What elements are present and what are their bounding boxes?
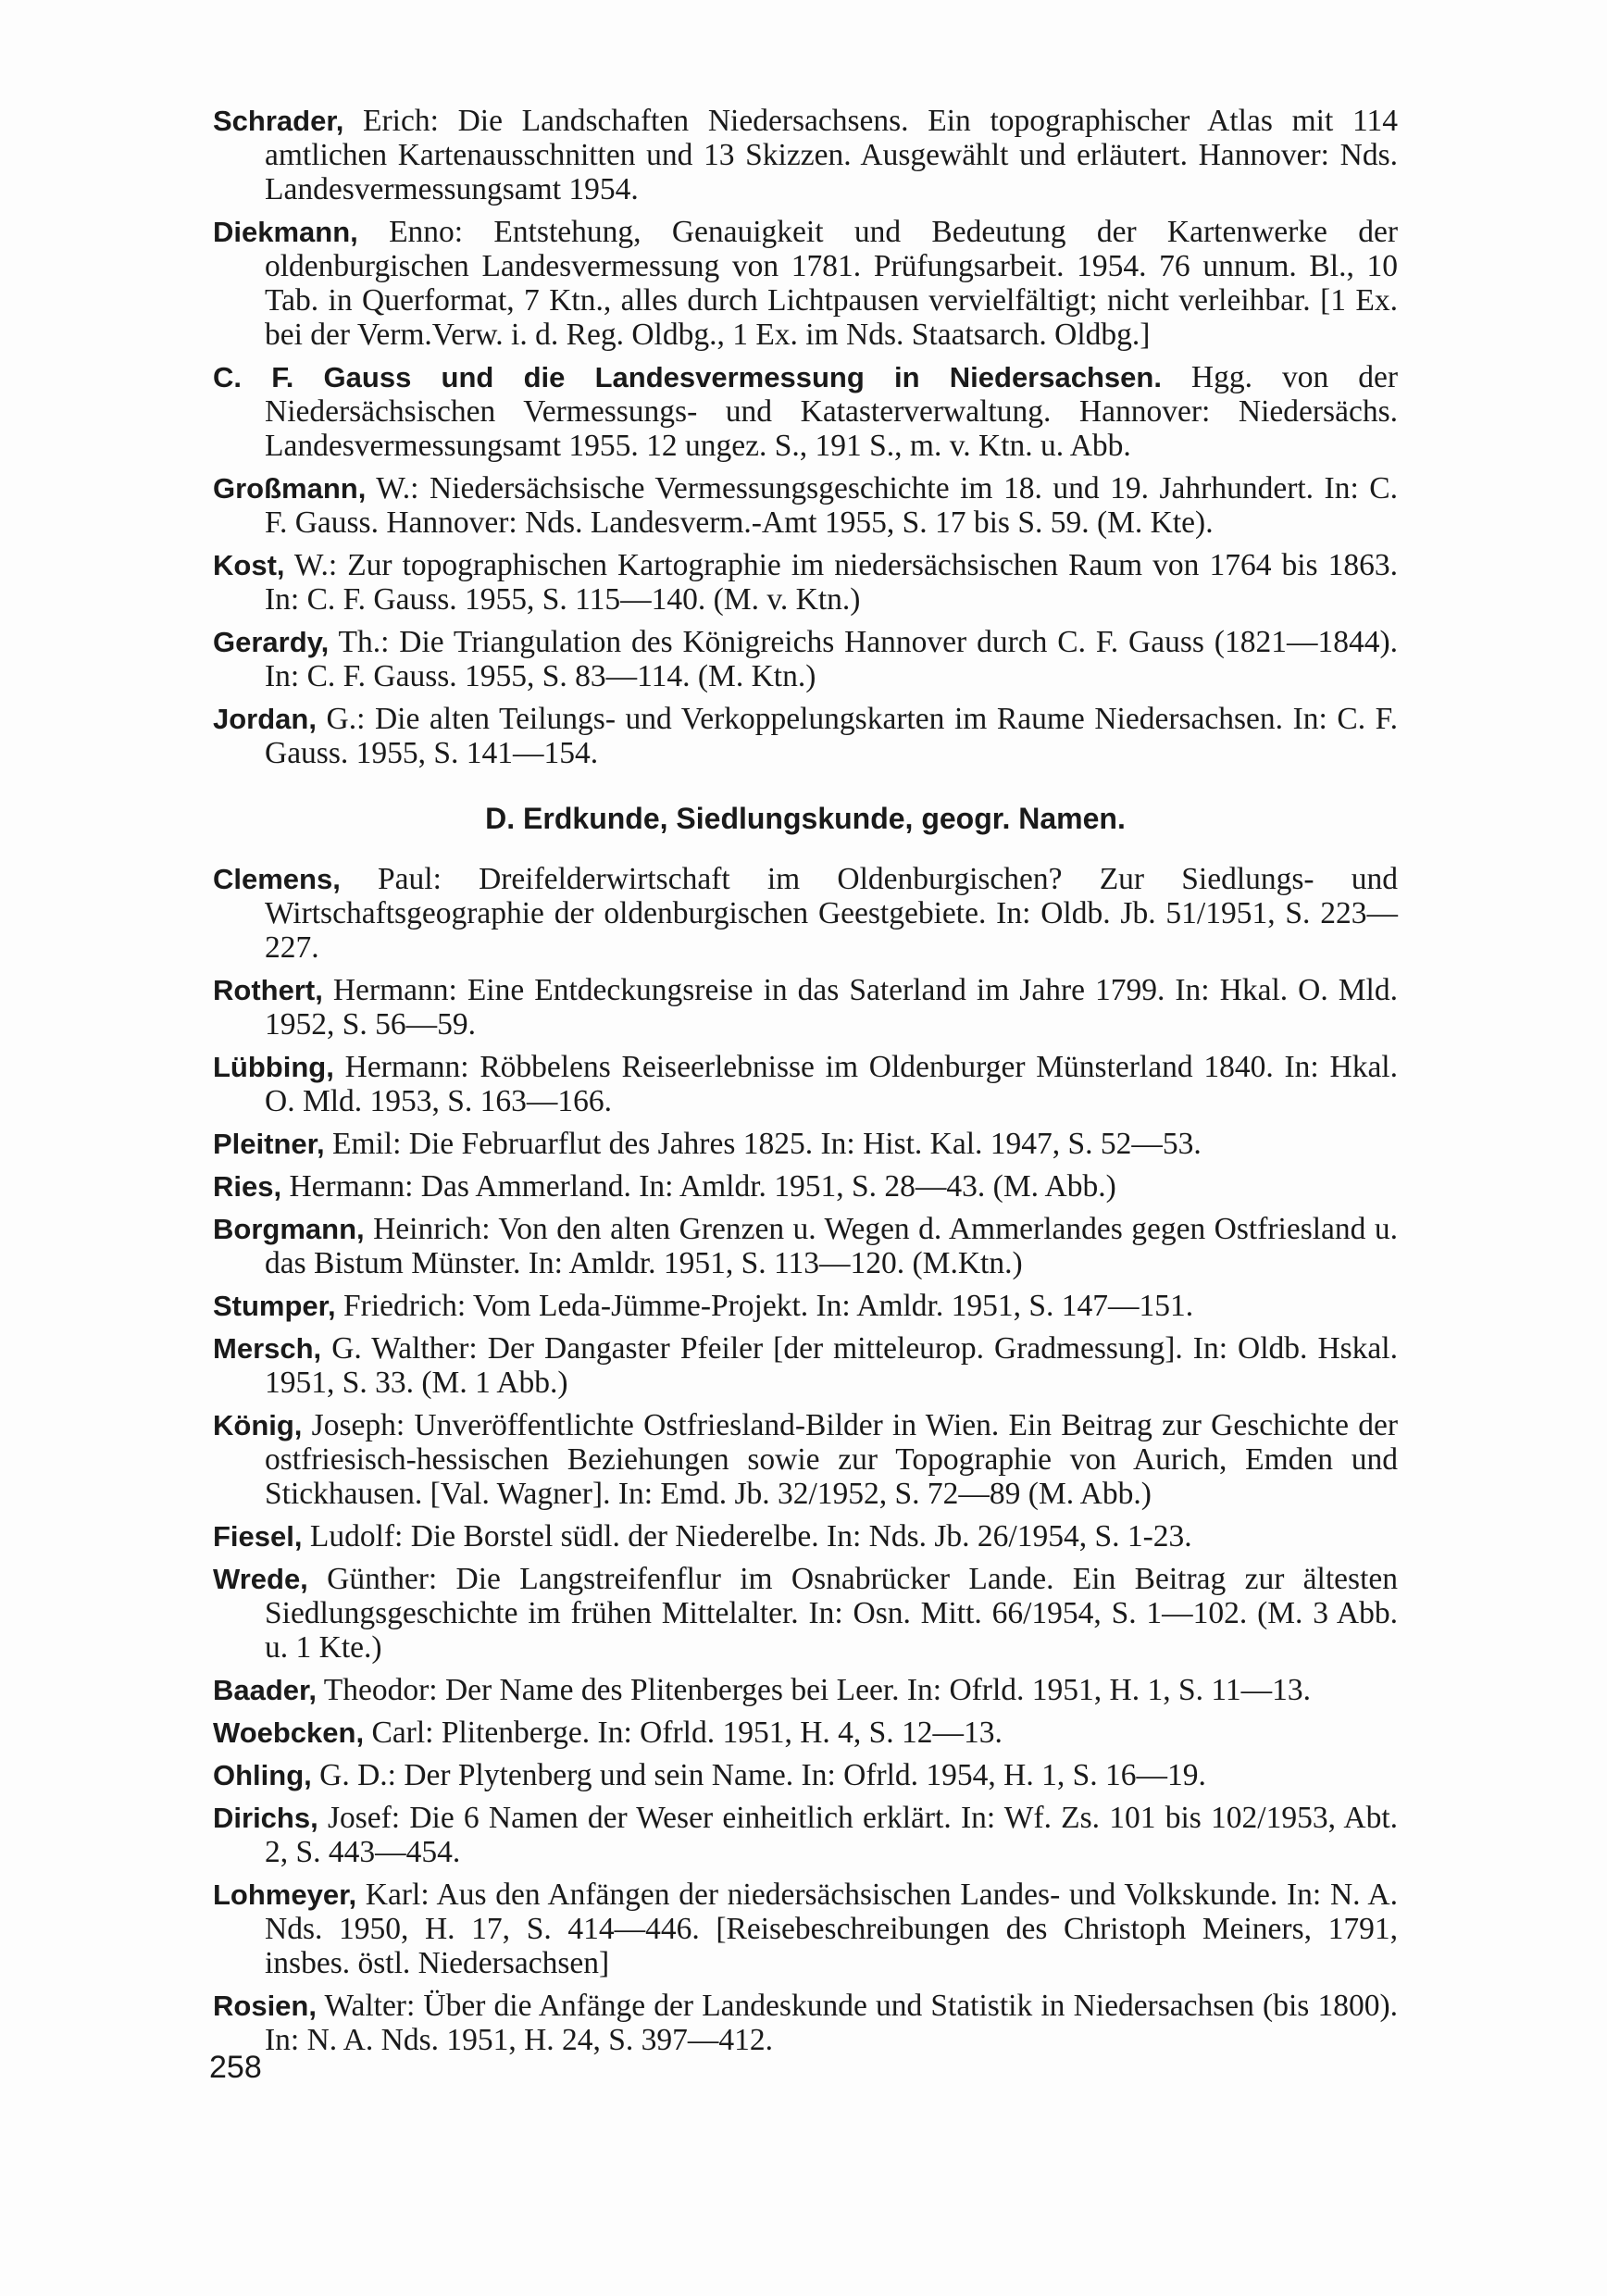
entry-text: Hermann: Eine Entdeckungsreise in das Saterland im Jahre 1799. In: Hkal. O. Mld. 1952, S. 56—59. bbox=[265, 973, 1398, 1042]
bibliography-entry bbox=[213, 1716, 1398, 1750]
entry-text: W.: Zur topographischen Kartographie im niedersächsischen Raum von 1764 bis 1863. In: C. F. Gauss. 1955, S. 115—140. (M. v. Ktn.) bbox=[265, 548, 1398, 617]
bibliography-entry bbox=[213, 625, 1398, 693]
bibliography-content bbox=[213, 104, 1398, 2065]
entry-text: Josef: Die 6 Namen der Weser einheitlich erklärt. In: Wf. Zs. 101 bis 102/1953, Abt. 2, S. 443—454. bbox=[265, 1801, 1398, 1869]
bibliography-entry bbox=[213, 1408, 1398, 1511]
bibliography-entry bbox=[213, 215, 1398, 352]
entry-text: Hermann: Röbbelens Reiseerlebnisse im Oldenburger Münsterland 1840. In: Hkal. O. Mld. 1953, S. 163—166. bbox=[265, 1050, 1398, 1118]
bibliography-entry bbox=[213, 1050, 1398, 1118]
bibliography-entry bbox=[213, 1758, 1398, 1792]
entry-text: Walter: Über die Anfänge der Landeskunde und Statistik in Niedersachsen (bis 1800). In: N. A. Nds. 1951, H. 24, S. 397—412. bbox=[265, 1989, 1398, 2057]
entry-text: Karl: Aus den Anfängen der niedersächsischen Landes- und Volkskunde. In: N. A. Nds. 1950, H. 17, S. 414—446. [Reisebeschreibungen des Christoph Meiners, 1791, insbes. östl. Niedersachsen] bbox=[265, 1878, 1398, 1980]
entry-author: Jordan, bbox=[213, 703, 317, 735]
entry-text: Theodor: Der Name des Plitenberges bei Leer. In: Ofrld. 1951, H. 1, S. 11—13. bbox=[317, 1673, 1311, 1707]
entry-text: Emil: Die Februarflut des Jahres 1825. In: Hist. Kal. 1947, S. 52—53. bbox=[324, 1127, 1202, 1161]
entry-author: Borgmann, bbox=[213, 1213, 365, 1245]
bibliography-entry bbox=[213, 1169, 1398, 1204]
page-number: 258 bbox=[209, 2050, 262, 2085]
entry-text: G. D.: Der Plytenberg und sein Name. In: Ofrld. 1954, H. 1, S. 16—19. bbox=[311, 1758, 1206, 1792]
entry-text: W.: Niedersächsische Vermessungsgeschichte im 18. und 19. Jahrhundert. In: C. F. Gauss. Hannover: Nds. Landesverm.-Amt 1955, S. 17 bis S. 59. (M. Kte). bbox=[265, 471, 1398, 540]
bibliography-entry bbox=[213, 1212, 1398, 1280]
bibliography-entry bbox=[213, 1519, 1398, 1554]
entry-list-after bbox=[213, 862, 1398, 2057]
entry-text: Hgg. von der Niedersächsischen Vermessungs- und Katasterverwaltung. Hannover: Niedersächs. Landesvermessungsamt 1955. 12 ungez. S., 191 S., m. v. Ktn. u. Abb. bbox=[265, 360, 1398, 463]
entry-text: Ludolf: Die Borstel südl. der Niederelbe. In: Nds. Jb. 26/1954, S. 1-23. bbox=[302, 1519, 1192, 1554]
entry-author: Lohmeyer, bbox=[213, 1878, 357, 1911]
entry-author: Baader, bbox=[213, 1674, 318, 1706]
bibliography-entry bbox=[213, 702, 1398, 770]
entry-author: C. F. Gauss und die Landesvermessung in Niedersachsen. bbox=[213, 361, 1162, 393]
bibliography-entry bbox=[213, 1673, 1398, 1707]
entry-text: Th.: Die Triangulation des Königreichs Hannover durch C. F. Gauss (1821—1844). In: C. F. Gauss. 1955, S. 83—114. (M. Ktn.) bbox=[265, 625, 1398, 693]
entry-author: Mersch, bbox=[213, 1332, 322, 1365]
entry-author: Lübbing, bbox=[213, 1051, 334, 1083]
bibliography-entry bbox=[213, 973, 1398, 1042]
entry-author: Großmann, bbox=[213, 472, 367, 505]
entry-author: Schrader, bbox=[213, 105, 344, 137]
bibliography-entry bbox=[213, 471, 1398, 540]
bibliography-entry bbox=[213, 1878, 1398, 1980]
bibliography-entry bbox=[213, 1562, 1398, 1665]
bibliography-entry bbox=[213, 862, 1398, 965]
entry-author: Rosien, bbox=[213, 1990, 317, 2022]
entry-text: Carl: Plitenberge. In: Ofrld. 1951, H. 4, S. 12—13. bbox=[364, 1716, 1003, 1750]
entry-author: Ries, bbox=[213, 1170, 282, 1203]
entry-text: Erich: Die Landschaften Niedersachsens. Ein topographischer Atlas mit 114 amtlichen Kartenausschnitten und 13 Skizzen. Ausgewählt und erläutert. Hannover: Nds. Landesvermessungsamt 1954. bbox=[265, 104, 1398, 206]
entry-author: Dirichs, bbox=[213, 1802, 318, 1834]
entry-author: Rothert, bbox=[213, 974, 323, 1006]
entry-text: G.: Die alten Teilungs- und Verkoppelungskarten im Raume Niedersachsen. In: C. F. Gauss. 1955, S. 141—154. bbox=[265, 702, 1398, 770]
entry-author: Fiesel, bbox=[213, 1520, 303, 1553]
entry-author: Pleitner, bbox=[213, 1128, 325, 1160]
bibliography-entry bbox=[213, 1289, 1398, 1323]
entry-author: Diekmann, bbox=[213, 216, 358, 248]
bibliography-entry bbox=[213, 548, 1398, 617]
entry-author: Kost, bbox=[213, 549, 285, 581]
entry-text: Hermann: Das Ammerland. In: Amldr. 1951, S. 28—43. (M. Abb.) bbox=[281, 1169, 1116, 1204]
bibliography-entry bbox=[213, 1989, 1398, 2057]
entry-text: Joseph: Unveröffentlichte Ostfriesland-Bilder in Wien. Ein Beitrag zur Geschichte der ostfriesisch-hessischen Beziehungen sowie zur Topographie von Aurich, Emden und Stickhausen. [Val. Wagner]. In: Emd. Jb. 32/1952, S. 72—89 (M. Abb.) bbox=[265, 1408, 1398, 1511]
entry-author: König, bbox=[213, 1409, 303, 1441]
section-heading: D. Erdkunde, Siedlungskunde, geogr. Namen. bbox=[485, 802, 1126, 835]
entry-author: Wrede, bbox=[213, 1563, 308, 1595]
entry-list-before bbox=[213, 104, 1398, 770]
entry-author: Ohling, bbox=[213, 1759, 312, 1791]
entry-author: Clemens, bbox=[213, 863, 341, 895]
entry-text: Enno: Entstehung, Genauigkeit und Bedeutung der Kartenwerke der oldenburgischen Landesvermessung von 1781. Prüfungsarbeit. 1954. 76 unnum. Bl., 10 Tab. in Querformat, 7 Ktn., alles durch Lichtpausen vervielfältigt; nicht verleihbar. [1 Ex. bei der Verm.Verw. i. d. Reg. Oldbg., 1 Ex. im Nds. Staatsarch. Oldbg.] bbox=[265, 215, 1398, 352]
entry-text: Friedrich: Vom Leda-Jümme-Projekt. In: Amldr. 1951, S. 147—151. bbox=[335, 1289, 1194, 1323]
entry-text: Heinrich: Von den alten Grenzen u. Wegen d. Ammerlandes gegen Ostfriesland u. das Bistum Münster. In: Amldr. 1951, S. 113—120. (M.Ktn.) bbox=[265, 1212, 1398, 1280]
bibliography-entry bbox=[213, 1331, 1398, 1400]
bibliography-entry bbox=[213, 104, 1398, 206]
entry-text: Günther: Die Langstreifenflur im Osnabrücker Lande. Ein Beitrag zur ältesten Siedlungsgeschichte im frühen Mittelalter. In: Osn. Mitt. 66/1954, S. 1—102. (M. 3 Abb. u. 1 Kte.) bbox=[265, 1562, 1398, 1665]
bibliography-entry bbox=[213, 1127, 1398, 1161]
entry-text: Paul: Dreifelderwirtschaft im Oldenburgischen? Zur Siedlungs- und Wirtschaftsgeographie der oldenburgischen Geestgebiete. In: Oldb. Jb. 51/1951, S. 223—227. bbox=[265, 862, 1398, 965]
bibliography-entry bbox=[213, 1801, 1398, 1869]
bibliography-entry bbox=[213, 360, 1398, 463]
entry-text: G. Walther: Der Dangaster Pfeiler [der mitteleurop. Gradmessung]. In: Oldb. Hskal. 1951, S. 33. (M. 1 Abb.) bbox=[265, 1331, 1398, 1400]
entry-author: Stumper, bbox=[213, 1290, 336, 1322]
entry-author: Woebcken, bbox=[213, 1716, 365, 1749]
entry-author: Gerardy, bbox=[213, 626, 330, 658]
